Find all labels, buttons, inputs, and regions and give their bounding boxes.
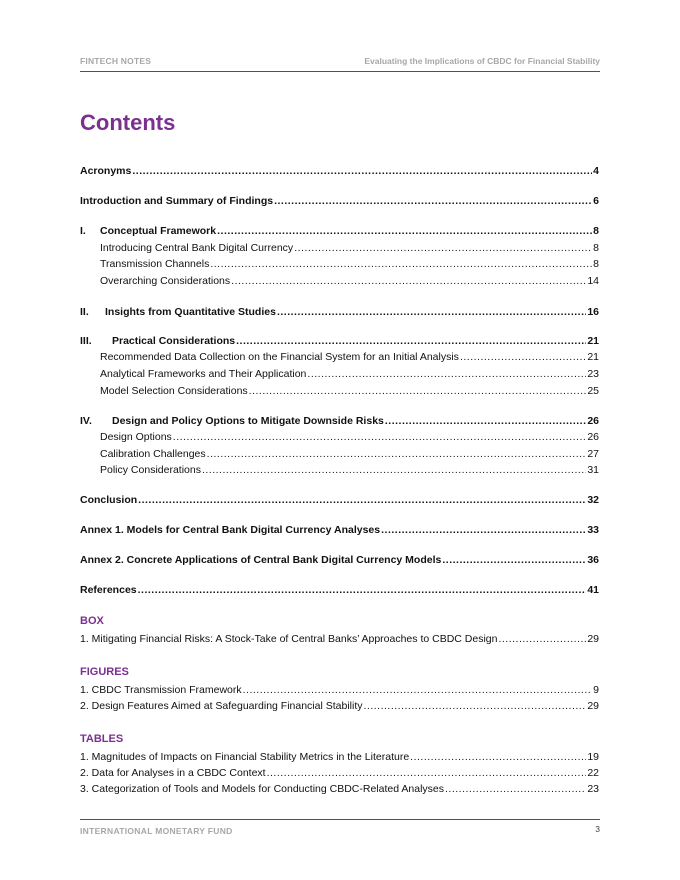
toc-entry-label: Practical Considerations [112, 335, 236, 347]
toc-entry-conclusion[interactable] [80, 493, 599, 507]
box-heading: BOX [80, 615, 104, 627]
header-rule [80, 71, 600, 72]
toc-entry-page: 23 [587, 368, 599, 380]
toc-section-number: I. [80, 225, 86, 237]
toc-entry-page: 14 [587, 275, 599, 287]
toc-entry-page: 21 [587, 335, 599, 347]
toc-section-number: III. [80, 335, 92, 347]
toc-entry-page: 6 [593, 195, 599, 207]
toc-entry-transmission-channels[interactable] [100, 257, 599, 271]
toc-entry-label: Acronyms [80, 165, 132, 177]
toc-entry-page: 4 [593, 165, 599, 177]
toc-entry-page: 21 [587, 351, 599, 363]
toc-entry-label: Calibration Challenges [100, 448, 206, 460]
figures-heading: FIGURES [80, 666, 129, 678]
toc-entry-section-3[interactable] [80, 334, 599, 348]
toc-entry-page: 19 [587, 751, 599, 763]
toc-entry-label: Model Selection Considerations [100, 385, 248, 397]
toc-entry-label: Overarching Considerations [100, 275, 231, 287]
toc-entry-policy-considerations[interactable] [100, 463, 599, 477]
toc-entry-introducing-cbdc[interactable] [100, 241, 599, 255]
toc-entry-label: 1. Magnitudes of Impacts on Financial Stability Metrics in the Literature [80, 751, 410, 763]
toc-entry-page: 29 [587, 633, 599, 645]
toc-entry-page: 26 [587, 431, 599, 443]
toc-entry-design-options[interactable] [100, 430, 599, 444]
toc-entry-label: Introduction and Summary of Findings [80, 195, 274, 207]
toc-entry-page: 22 [587, 767, 599, 779]
toc-entry-label: Conceptual Framework [100, 225, 217, 237]
toc-entry-page: 8 [593, 258, 599, 270]
toc-entry-page: 31 [587, 464, 599, 476]
toc-entry-label: Policy Considerations [100, 464, 201, 476]
toc-entry-page: 27 [587, 448, 599, 460]
toc-entry-label: 1. CBDC Transmission Framework [80, 684, 242, 696]
toc-entry-page: 41 [587, 584, 599, 596]
toc-entry-label: Analytical Frameworks and Their Application [100, 368, 307, 380]
running-footer: INTERNATIONAL MONETARY FUND [80, 826, 233, 836]
toc-entry-label: Transmission Channels [100, 258, 210, 270]
toc-entry-label: Insights from Quantitative Studies [105, 306, 276, 318]
toc-entry-overarching-considerations[interactable] [100, 274, 599, 288]
tables-heading: TABLES [80, 733, 124, 745]
figure-entry[interactable] [80, 699, 599, 713]
toc-entry-page: 26 [587, 415, 599, 427]
toc-entry-label: Annex 2. Concrete Applications of Central Bank Digital Currency Models [80, 554, 442, 566]
toc-entry-page: 9 [593, 684, 599, 696]
footer-rule [80, 819, 600, 820]
toc-entry-references[interactable] [80, 583, 599, 597]
toc-entry-page: 23 [587, 783, 599, 795]
toc-entry-page: 36 [587, 554, 599, 566]
page-number: 3 [595, 824, 600, 834]
toc-entry-acronyms[interactable] [80, 164, 599, 178]
toc-entry-label: 2. Data for Analyses in a CBDC Context [80, 767, 266, 779]
toc-entry-model-selection[interactable] [100, 384, 599, 398]
toc-entry-label: Annex 1. Models for Central Bank Digital Currency Analyses [80, 524, 381, 536]
toc-entry-label: References [80, 584, 137, 596]
toc-entry-calibration-challenges[interactable] [100, 447, 599, 461]
toc-entry-page: 33 [587, 524, 599, 536]
toc-entry-page: 8 [593, 242, 599, 254]
toc-entry-label: Introducing Central Bank Digital Currency [100, 242, 294, 254]
toc-entry-section-4[interactable] [80, 414, 599, 428]
table-entry[interactable] [80, 782, 599, 796]
toc-entry-label: Conclusion [80, 494, 138, 506]
toc-entry-page: 16 [587, 306, 599, 318]
toc-entry-label: 2. Design Features Aimed at Safeguarding Financial Stability [80, 700, 363, 712]
toc-entry-section-1[interactable] [80, 224, 599, 238]
toc-entry-page: 32 [587, 494, 599, 506]
box-entry[interactable] [80, 632, 599, 646]
toc-entry-label: 3. Categorization of Tools and Models for Conducting CBDC-Related Analyses [80, 783, 445, 795]
toc-entry-annex-1[interactable] [80, 523, 599, 537]
table-entry[interactable] [80, 766, 599, 780]
table-entry[interactable] [80, 750, 599, 764]
toc-entry-introduction[interactable] [80, 194, 599, 208]
toc-entry-label: Recommended Data Collection on the Financial System for an Initial Analysis [100, 351, 459, 363]
toc-entry-label: Design and Policy Options to Mitigate Downside Risks [112, 415, 384, 427]
toc-entry-recommended-data[interactable] [100, 350, 599, 364]
figure-entry[interactable] [80, 683, 599, 697]
running-header-left: FINTECH NOTES [80, 56, 152, 66]
toc-entry-section-2[interactable] [80, 305, 599, 319]
toc-entry-page: 8 [593, 225, 599, 237]
toc-entry-page: 29 [587, 700, 599, 712]
toc-entry-annex-2[interactable] [80, 553, 599, 567]
toc-section-number: II. [80, 306, 89, 318]
toc-entry-label: 1. Mitigating Financial Risks: A Stock-Take of Central Banks’ Approaches to CBDC Design [80, 633, 498, 645]
running-header-right: Evaluating the Implications of CBDC for Financial Stability [364, 56, 600, 66]
page-title: Contents [80, 110, 176, 135]
toc-entry-page: 25 [587, 385, 599, 397]
toc-entry-label: Design Options [100, 431, 172, 443]
toc-section-number: IV. [80, 415, 92, 427]
toc-entry-analytical-frameworks[interactable] [100, 367, 599, 381]
